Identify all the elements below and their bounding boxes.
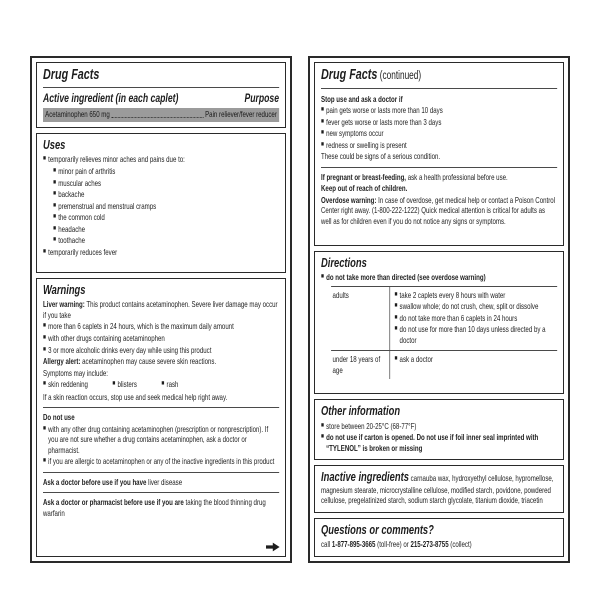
bullet-square-icon: [43, 154, 46, 164]
other-information-section: [314, 399, 564, 460]
warnings-section: [36, 278, 286, 557]
list-item: ■ do not take more than 6 caplets in 24 hours: [394, 313, 557, 324]
directions-section: [314, 251, 564, 395]
bullet-square-icon: [53, 201, 56, 211]
bullet-square-icon: [394, 301, 397, 311]
list-item: ■ temporarily reduces fever: [43, 247, 279, 258]
list-item: ■ do not use if carton is opened. Do not use if foil inner seal imprinted with “TYLENOL” is broken or missing: [321, 432, 557, 453]
divider: [43, 492, 279, 493]
list-item: ■ swallow whole; do not crush, chew, split or dissolve: [394, 301, 557, 312]
list-item: ■ toothache: [53, 235, 279, 246]
table-row: [331, 350, 557, 379]
list-item: ■ rash: [161, 379, 178, 390]
age-group-cell: adults: [331, 287, 390, 351]
list-item: ■ blisters: [112, 379, 137, 390]
instructions-cell: [390, 351, 557, 379]
symptoms-row: [43, 379, 279, 391]
bullet-square-icon: [321, 117, 324, 127]
questions-title: Questions or comments?: [321, 521, 434, 537]
table-row: [331, 287, 557, 351]
bullet-square-icon: [112, 379, 115, 389]
uses-title: Uses: [43, 136, 66, 152]
bullet-square-icon: [161, 379, 164, 389]
bullet-square-icon: [43, 333, 46, 343]
bullet-square-icon: [43, 456, 46, 466]
bullet-square-icon: [43, 379, 46, 389]
list-item: ■ the common cold: [53, 212, 279, 223]
list-item: ■ temporarily relieves minor aches and pains due to:: [43, 154, 279, 165]
drug-facts-continued-title: Drug Facts (continued): [321, 66, 422, 83]
active-ingredient-header: Active ingredient (in each caplet): [43, 90, 179, 105]
list-item: ■ minor pain of arthritis: [53, 166, 279, 177]
serious-condition-note: These could be signs of a serious condition.: [321, 151, 441, 162]
divider: [321, 88, 557, 89]
list-item: ■ backache: [53, 189, 279, 200]
bullet-square-icon: [321, 105, 324, 115]
list-item: ■ redness or swelling is present: [321, 140, 557, 151]
do-not-use-title: Do not use: [43, 412, 75, 423]
divider: [43, 472, 279, 473]
divider: [43, 407, 279, 408]
bullet-square-icon: [394, 313, 397, 323]
divider: [43, 87, 279, 88]
bullet-square-icon: [321, 432, 324, 442]
bullet-square-icon: [53, 166, 56, 176]
bullet-square-icon: [53, 235, 56, 245]
dotted-leader: [111, 117, 203, 118]
list-item: ■ skin reddening: [43, 379, 88, 390]
pregnancy-paragraph: If pregnant or breast-feeding, ask a health professional before use.: [321, 171, 508, 182]
bullet-square-icon: [43, 424, 46, 434]
bullet-square-icon: [394, 354, 397, 364]
list-item: ■ muscular aches: [53, 178, 279, 189]
bullet-square-icon: [53, 224, 56, 234]
list-item: ■ premenstrual and menstrual cramps: [53, 201, 279, 212]
age-group-cell: under 18 years of age: [331, 351, 390, 379]
list-item: ■ fever gets worse or lasts more than 3 days: [321, 117, 557, 128]
ask-pharmacist-paragraph: Ask a doctor or pharmacist before use if you are taking the blood thinning drug warfarin: [43, 497, 266, 518]
inactive-ingredients-title: Inactive ingredients: [321, 469, 409, 485]
active-ingredient-purpose: Pain reliever/fever reducer: [205, 109, 277, 120]
list-item: ■ do not use for more than 10 days unless directed by a doctor: [394, 324, 557, 345]
list-item: ■ with any other drug containing acetaminophen (prescription or nonprescription). If you are not sure whether a drug contains acetaminophen, ask a doctor or pharmacist.: [43, 424, 279, 456]
symptoms-lead: Symptoms may include:: [43, 367, 108, 378]
active-ingredient-name: Acetaminophen 650 mg: [45, 109, 110, 120]
bullet-square-icon: [53, 212, 56, 222]
bullet-square-icon: [43, 321, 46, 331]
continue-arrow-icon: [266, 542, 280, 552]
inactive-ingredients-paragraph: Inactive ingredients carnauba wax, hydroxyethyl cellulose, hypromellose, magnesium stearate, microcrystalline cellulose, modified starch, povidone, powdered cellulose, pregelatinized starch, sodium starch glycolate, titanium dioxide, triacetin: [321, 469, 554, 506]
list-item: ■ new symptoms occur: [321, 128, 557, 139]
active-ingredient-section: [36, 62, 286, 128]
bullet-square-icon: [43, 345, 46, 355]
bullet-square-icon: [394, 290, 397, 300]
list-item: ■ store between 20-25°C (68-77°F): [321, 421, 557, 432]
directions-table: [331, 286, 557, 380]
bullet-square-icon: [53, 189, 56, 199]
uses-section: [36, 133, 286, 273]
bullet-square-icon: [321, 421, 324, 431]
other-information-title: Other information: [321, 403, 401, 419]
allergy-alert-paragraph: Allergy alert: acetaminophen may cause severe skin reactions.: [43, 356, 217, 367]
list-item: ■ headache: [53, 224, 279, 235]
bullet-square-icon: [43, 247, 46, 257]
liver-warning-paragraph: Liver warning: This product contains acetaminophen. Severe liver damage may occur if you take: [43, 299, 278, 320]
continued-header-section: [314, 62, 564, 246]
list-item: ■ with other drugs containing acetaminophen: [43, 333, 279, 344]
bullet-square-icon: [321, 140, 324, 150]
list-item: ■ more than 6 caplets in 24 hours, which is the maximum daily amount: [43, 321, 279, 332]
divider: [321, 167, 557, 168]
tollfree-phone-number: 1-877-895-3665: [331, 539, 376, 550]
directions-lead: ■ do not take more than directed (see overdose warning): [321, 272, 557, 283]
overdose-warning-paragraph: Overdose warning: In case of overdose, get medical help or contact a Poison Control Center right away. (1-800-222-1222) Quick medical attention is critical for adults as well as for children even if you do not notice any signs or symptoms.: [321, 194, 556, 226]
ask-doctor-paragraph: Ask a doctor before use if you have liver disease: [43, 476, 183, 487]
bullet-square-icon: [53, 178, 56, 188]
purpose-header: Purpose: [244, 90, 280, 105]
phone-line: call 1-877-895-3665 (toll-free) or 215-273-8755 (collect): [321, 539, 472, 550]
list-item: ■ if you are allergic to acetaminophen or any of the inactive ingredients in this product: [43, 456, 279, 467]
drug-facts-panel-left: [30, 56, 292, 563]
stop-use-title: Stop use and ask a doctor if: [321, 93, 403, 104]
list-item: ■ ask a doctor: [394, 354, 557, 365]
active-ingredient-row: [43, 108, 279, 122]
collect-phone-number: 215-273-8755: [410, 539, 449, 550]
list-item: ■ take 2 caplets every 8 hours with water: [394, 290, 557, 301]
instructions-cell: [390, 287, 557, 351]
directions-title: Directions: [321, 254, 367, 270]
warnings-title: Warnings: [43, 281, 86, 297]
drug-facts-panel-right: [308, 56, 570, 563]
bullet-square-icon: [394, 324, 397, 334]
bullet-square-icon: [321, 128, 324, 138]
questions-section: [314, 518, 564, 557]
list-item: ■ 3 or more alcoholic drinks every day while using this product: [43, 345, 279, 356]
keep-out-of-reach-note: Keep out of reach of children.: [321, 183, 408, 194]
skin-reaction-note: If a skin reaction occurs, stop use and seek medical help right away.: [43, 391, 228, 402]
drug-facts-title: Drug Facts: [43, 66, 100, 83]
inactive-ingredients-section: [314, 465, 564, 513]
list-item: ■ pain gets worse or lasts more than 10 days: [321, 105, 557, 116]
bullet-square-icon: [321, 272, 324, 282]
